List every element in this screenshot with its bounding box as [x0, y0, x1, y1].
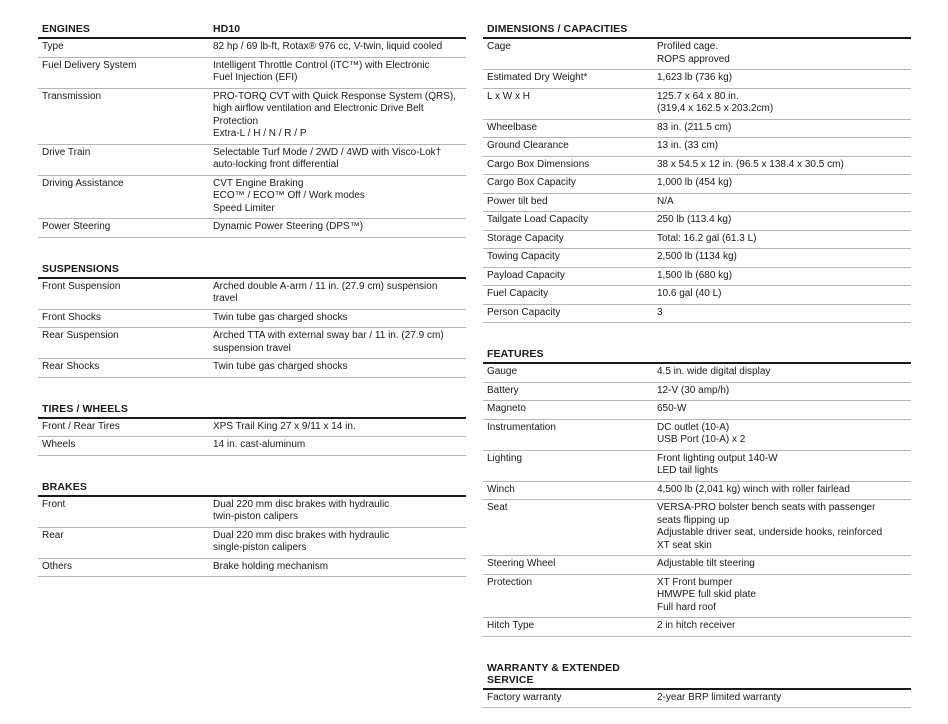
spec-value [657, 177, 907, 190]
spec-value-line: Dynamic Power Steering (DPS™) [213, 221, 364, 232]
section-header [38, 472, 466, 497]
spec-row [38, 528, 466, 559]
spec-value [657, 233, 907, 246]
spec-label: Factory warranty [487, 691, 562, 703]
section-header [483, 653, 911, 690]
spec-value-line: (319,4 x 162.5 x 203.2cm) [657, 103, 774, 114]
spec-section-engines [38, 14, 466, 238]
spec-section-dimensions-capacities [483, 14, 911, 323]
section-title: WARRANTY & EXTENDED SERVICE [487, 661, 620, 686]
spec-value-line: 10.6 gal (40 L) [657, 288, 722, 299]
section-title: BRAKES [42, 480, 87, 493]
section-header [38, 14, 466, 39]
spec-label: Others [42, 560, 73, 572]
spec-value-line: 2 in hitch receiver [657, 620, 736, 631]
spec-label: Power tilt bed [487, 195, 548, 207]
spec-value-line: 1,623 lb (736 kg) [657, 72, 733, 83]
spec-label: Instrumentation [487, 421, 556, 433]
spec-label: Wheelbase [487, 121, 538, 133]
spec-row [483, 500, 911, 556]
spec-section-suspensions [38, 254, 466, 378]
spec-value-line: 2,500 lb (1134 kg) [657, 251, 737, 262]
spec-row [38, 328, 466, 359]
spec-label: Transmission [42, 90, 102, 102]
spec-label: Lighting [487, 452, 523, 464]
section-title-value: HD10 [213, 23, 241, 35]
spec-row [38, 145, 466, 176]
spec-row [38, 58, 466, 89]
spec-value-line: CVT Engine Braking [213, 177, 304, 189]
spec-label: Battery [487, 384, 519, 396]
spec-label: Hitch Type [487, 620, 535, 631]
spec-value [213, 147, 462, 172]
spec-value-line: Full hard roof [657, 601, 716, 613]
spec-row [38, 219, 466, 238]
spec-value [213, 439, 462, 452]
spec-value [657, 422, 907, 447]
spec-row [483, 120, 911, 139]
spec-value-line: N/A [657, 195, 674, 207]
spec-label: Power Steering [42, 221, 111, 232]
spec-label: Front Suspension [42, 280, 121, 292]
spec-label: Type [42, 41, 64, 52]
spec-label: Gauge [487, 366, 518, 377]
spec-section-tires-wheels [38, 394, 466, 456]
spec-label: Front / Rear Tires [42, 420, 120, 432]
spec-row [38, 89, 466, 145]
spec-value [657, 577, 907, 615]
spec-value [657, 366, 907, 379]
spec-value-line: Adjustable driver seat, underside hooks, reinforced [657, 527, 883, 538]
spec-value-line: seats flipping up [657, 514, 730, 526]
section-title: FEATURES [487, 348, 544, 360]
spec-value-line: 13 in. (33 cm) [657, 140, 719, 151]
spec-row [483, 70, 911, 89]
spec-row [483, 690, 911, 709]
spec-row [483, 231, 911, 250]
section-header [38, 254, 466, 279]
spec-label: Ground Clearance [487, 140, 569, 151]
spec-row [483, 286, 911, 305]
spec-value-line: ROPS approved [657, 53, 730, 65]
spec-value-line: 250 lb (113.4 kg) [657, 214, 732, 225]
spec-row [483, 305, 911, 324]
spec-value-line: XT seat skin [657, 539, 712, 551]
spec-value [657, 270, 907, 283]
spec-value-line: 83 in. (211.5 cm) [657, 121, 732, 133]
spec-value-line: PRO-TORQ CVT with Quick Response System (QRS), [213, 90, 457, 102]
spec-value-line: Dual 220 mm disc brakes with hydraulic [213, 498, 390, 510]
spec-row [38, 176, 466, 220]
spec-value-line: twin-piston calipers [213, 511, 299, 522]
spec-row [38, 359, 466, 378]
spec-value [657, 251, 907, 264]
spec-label: Steering Wheel [487, 558, 556, 569]
spec-value-line: 3 [657, 306, 663, 318]
spec-label: Wheels [42, 439, 76, 450]
spec-value-line: Intelligent Throttle Control (iTC™) with Electronic [213, 59, 430, 71]
spec-value-line: 2-year BRP limited warranty [657, 691, 782, 703]
spec-label: Driving Assistance [42, 177, 124, 189]
spec-row [483, 39, 911, 70]
spec-value-line: Dual 220 mm disc brakes with hydraulic [213, 529, 390, 541]
spec-label: Rear [42, 529, 64, 541]
spec-value-line: VERSA-PRO bolster bench seats with passenger [657, 502, 876, 513]
spec-value-line: 38 x 54.5 x 12 in. (96.5 x 138.4 x 30.5 cm) [657, 158, 844, 170]
spec-value [213, 41, 462, 54]
spec-value [657, 403, 907, 416]
spec-value [213, 330, 462, 355]
spec-row [483, 383, 911, 402]
spec-row [483, 175, 911, 194]
spec-row [483, 420, 911, 451]
spec-value-line: Twin tube gas charged shocks [213, 311, 348, 323]
spec-value [657, 620, 907, 633]
spec-section-brakes [38, 472, 466, 578]
section-title: TIRES / WHEELS [42, 402, 128, 415]
spec-value-line: 4,500 lb (2,041 kg) winch with roller fairlead [657, 483, 850, 495]
spec-value-line: DC outlet (10-A) [657, 421, 730, 433]
spec-value [657, 196, 907, 209]
spec-row [38, 559, 466, 578]
spec-row [483, 401, 911, 420]
spec-row [483, 157, 911, 176]
spec-row [38, 310, 466, 329]
section-title: ENGINES [42, 23, 90, 35]
spec-label: Cage [487, 41, 511, 52]
spec-label: Rear Shocks [42, 361, 100, 372]
spec-row [38, 39, 466, 58]
spec-value-line: single-piston calipers [213, 542, 307, 553]
spec-value-line: suspension travel [213, 342, 291, 354]
spec-value-line: travel [213, 293, 238, 304]
spec-row [483, 268, 911, 287]
spec-value [657, 159, 907, 172]
spec-label: Drive Train [42, 146, 91, 158]
spec-value-line: XPS Trail King 27 x 9/11 x 14 in. [213, 420, 356, 432]
spec-label: L x W x H [487, 90, 530, 102]
spec-label: Winch [487, 483, 515, 495]
spec-value-line: HMWPE full skid plate [657, 589, 756, 600]
spec-section-features [483, 339, 911, 637]
spec-value [657, 140, 907, 153]
spec-value-line: auto-locking front differential [213, 159, 339, 170]
section-header [483, 339, 911, 364]
spec-value [657, 692, 907, 705]
section-header [483, 14, 911, 39]
spec-row [483, 89, 911, 120]
spec-row [483, 212, 911, 231]
spec-value [213, 561, 462, 574]
spec-row [483, 364, 911, 383]
spec-value [213, 91, 462, 141]
spec-label: Protection [487, 576, 533, 588]
spec-value-line: Extra-L / H / N / R / P [213, 128, 307, 139]
spec-column-left [38, 14, 466, 593]
spec-row [38, 497, 466, 528]
spec-value-line: Arched double A-arm / 11 in. (27.9 cm) suspension [213, 280, 438, 292]
spec-value-line: high airflow ventilation and Electronic Drive Belt [213, 103, 424, 114]
spec-value-line: Speed Limiter [213, 202, 275, 214]
spec-value [657, 453, 907, 478]
spec-label: Cargo Box Dimensions [487, 158, 590, 170]
spec-value [657, 502, 907, 552]
spec-value [657, 558, 907, 571]
spec-value-line: Selectable Turf Mode / 2WD / 4WD with Visco-Lok† [213, 146, 442, 158]
spec-value [657, 91, 907, 116]
spec-row [483, 138, 911, 157]
spec-value-line: ECO™ / ECO™ Off / Work modes [213, 190, 365, 201]
spec-row [483, 194, 911, 213]
spec-value [657, 214, 907, 227]
spec-value-line: Total: 16.2 gal (61.3 L) [657, 232, 757, 244]
spec-column-right [483, 14, 911, 724]
spec-section-warranty-extended-service [483, 653, 911, 709]
spec-label: Fuel Capacity [487, 288, 549, 299]
spec-value [657, 41, 907, 66]
spec-value-line: Adjustable tilt steering [657, 558, 755, 569]
spec-value [213, 530, 462, 555]
spec-label: Tailgate Load Capacity [487, 214, 589, 225]
spec-label: Rear Suspension [42, 330, 119, 341]
spec-label: Storage Capacity [487, 232, 564, 244]
spec-value-line: 82 hp / 69 lb-ft, Rotax® 976 cc, V-twin, liquid cooled [213, 41, 443, 52]
section-title: SUSPENSIONS [42, 262, 119, 275]
spec-row [38, 437, 466, 456]
spec-value-line: USB Port (10-A) x 2 [657, 434, 746, 445]
spec-value-line: 4.5 in. wide digital display [657, 366, 771, 377]
spec-value-line: 1,500 lb (680 kg) [657, 269, 733, 281]
spec-label: Fuel Delivery System [42, 59, 137, 71]
spec-row [38, 279, 466, 310]
spec-value [657, 307, 907, 320]
spec-value-line: Fuel Injection (EFI) [213, 72, 298, 83]
spec-value [213, 361, 462, 374]
spec-value-line: Protection [213, 115, 259, 127]
spec-label: Seat [487, 502, 508, 513]
spec-value [213, 421, 462, 434]
spec-value-line: LED tail lights [657, 465, 719, 476]
spec-value [657, 484, 907, 497]
spec-label: Person Capacity [487, 306, 561, 318]
spec-row [483, 618, 911, 637]
spec-value-line: XT Front bumper [657, 576, 733, 588]
spec-value-line: Profiled cage. [657, 41, 719, 52]
spec-value-line: Front lighting output 140-W [657, 452, 778, 464]
spec-row [483, 482, 911, 501]
spec-row [483, 249, 911, 268]
spec-label: Magneto [487, 403, 526, 414]
spec-value [213, 60, 462, 85]
spec-value-line: 1,000 lb (454 kg) [657, 177, 733, 188]
spec-row [483, 451, 911, 482]
spec-row [38, 419, 466, 438]
spec-value [213, 178, 462, 216]
section-header [38, 394, 466, 419]
spec-value-line: 12-V (30 amp/h) [657, 384, 730, 396]
spec-value [657, 72, 907, 85]
spec-row [483, 556, 911, 575]
spec-label: Front [42, 498, 66, 510]
spec-label: Cargo Box Capacity [487, 177, 576, 188]
spec-value [657, 385, 907, 398]
spec-value [213, 312, 462, 325]
spec-row [483, 575, 911, 619]
spec-value-line: 14 in. cast-aluminum [213, 439, 306, 450]
spec-value-line: Brake holding mechanism [213, 560, 329, 572]
spec-value-line: Arched TTA with external sway bar / 11 in. (27.9 cm) [213, 330, 444, 341]
spec-value-line: 650-W [657, 403, 687, 414]
spec-value [657, 122, 907, 135]
spec-label: Towing Capacity [487, 251, 560, 262]
spec-value-line: 125.7 x 64 x 80 in. [657, 90, 739, 102]
spec-value [657, 288, 907, 301]
spec-value [213, 281, 462, 306]
section-title: DIMENSIONS / CAPACITIES [487, 23, 628, 35]
spec-label: Estimated Dry Weight* [487, 72, 588, 83]
spec-value-line: Twin tube gas charged shocks [213, 361, 348, 372]
spec-value [213, 221, 462, 234]
spec-label: Payload Capacity [487, 269, 565, 281]
spec-value [213, 499, 462, 524]
spec-label: Front Shocks [42, 311, 101, 323]
